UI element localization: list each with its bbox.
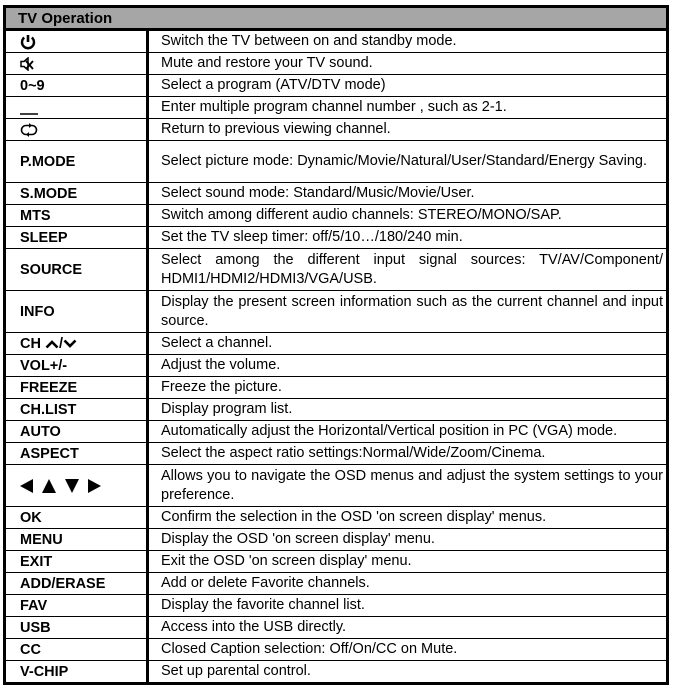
return-icon — [20, 123, 38, 137]
description-cell: Set the TV sleep timer: off/5/10…/180/240 min. — [148, 227, 668, 249]
description-cell: Switch the TV between on and standby mode. — [148, 30, 668, 53]
description-cell: Select a program (ATV/DTV mode) — [148, 75, 668, 97]
key-cell: EXIT — [5, 551, 148, 573]
key-cell — [5, 119, 148, 141]
table-row — [5, 53, 668, 75]
table-row — [5, 507, 668, 529]
description-cell: Switch among different audio channels: STEREO/MONO/SAP. — [148, 205, 668, 227]
description-cell: Enter multiple program channel number , such as 2-1. — [148, 97, 668, 119]
key-cell — [5, 465, 148, 507]
table-row — [5, 595, 668, 617]
table-row — [5, 399, 668, 421]
table-row — [5, 97, 668, 119]
description-cell: Set up parental control. — [161, 663, 311, 679]
description-cell: Return to previous viewing channel. — [148, 119, 668, 141]
description-cell: Display the favorite channel list. — [148, 595, 668, 617]
table-row — [5, 249, 668, 291]
table-row — [5, 639, 668, 661]
table-row — [5, 75, 668, 97]
key-cell: FAV — [5, 595, 148, 617]
dash-icon — [20, 100, 38, 116]
key-cell: OK — [5, 507, 148, 529]
key-cell — [5, 97, 148, 119]
key-cell: VOL+/- — [5, 355, 148, 377]
description-cell: Display program list. — [148, 399, 668, 421]
key-cell: ASPECT — [5, 443, 148, 465]
table-row — [5, 205, 668, 227]
key-cell: FREEZE — [5, 377, 148, 399]
description-cell: Access into the USB directly. — [148, 617, 668, 639]
table-row — [5, 291, 668, 333]
table-row — [5, 30, 668, 53]
description-cell: Closed Caption selection: Off/On/CC on Mute. — [148, 639, 668, 661]
description-cell: Display the OSD 'on screen display' menu. — [148, 529, 668, 551]
table-row — [5, 355, 668, 377]
key-cell: MENU — [5, 529, 148, 551]
key-cell: V-CHIP — [5, 661, 148, 684]
key-cell: CH.LIST — [5, 399, 148, 421]
key-cell: P.MODE — [5, 141, 148, 183]
table-header — [5, 7, 668, 30]
key-cell — [5, 53, 148, 75]
channel-up-icon — [45, 339, 59, 349]
description-cell: Select a channel. — [148, 333, 668, 355]
table-row — [5, 333, 668, 355]
navigation-arrows-icon — [20, 478, 104, 494]
description-cell: Mute and restore your TV sound. — [148, 53, 668, 75]
key-cell: INFO — [5, 291, 148, 333]
description-cell: Add or delete Favorite channels. — [148, 573, 668, 595]
key-cell: CC — [5, 639, 148, 661]
table-row — [5, 119, 668, 141]
key-separator: / — [58, 335, 64, 352]
key-cell: SOURCE — [5, 249, 148, 291]
key-cell: SLEEP — [5, 227, 148, 249]
description-cell: Select the aspect ratio settings:Normal/Wide/Zoom/Cinema. — [148, 443, 668, 465]
table-row — [5, 529, 668, 551]
key-label: CH — [20, 335, 41, 352]
key-cell — [5, 30, 148, 53]
description-cell: Select picture mode: Dynamic/Movie/Natural/User/Standard/Energy Saving. — [148, 141, 668, 183]
table-row — [5, 661, 668, 684]
description-cell: Exit the OSD 'on screen display' menu. — [148, 551, 668, 573]
key-cell — [5, 333, 148, 355]
description-cell: Automatically adjust the Horizontal/Vertical position in PC (VGA) mode. — [148, 421, 668, 443]
table-row — [5, 617, 668, 639]
description-cell: Freeze the picture. — [148, 377, 668, 399]
table-row — [5, 183, 668, 205]
tv-operation-table — [3, 5, 669, 685]
key-cell: AUTO — [5, 421, 148, 443]
table-row — [5, 227, 668, 249]
key-cell: ADD/ERASE — [5, 573, 148, 595]
key-cell: S.MODE — [5, 183, 148, 205]
table-row — [5, 141, 668, 183]
description-cell: Adjust the volume. — [148, 355, 668, 377]
power-icon — [20, 34, 36, 50]
table-title: TV Operation — [5, 7, 668, 30]
key-cell: USB — [5, 617, 148, 639]
table-row — [5, 421, 668, 443]
key-cell: 0~9 — [5, 75, 148, 97]
description-cell: Confirm the selection in the OSD 'on screen display' menus. — [148, 507, 668, 529]
key-cell: MTS — [5, 205, 148, 227]
table-row — [5, 573, 668, 595]
channel-down-icon — [63, 339, 77, 349]
table-row — [5, 465, 668, 507]
description-cell: Select among the different input signal sources: TV/AV/Component/ HDMI1/HDMI2/HDMI3/VGA/USB. — [148, 249, 668, 291]
description-cell: Display the present screen information such as the current channel and input source. — [148, 291, 668, 333]
description-cell: Allows you to navigate the OSD menus and adjust the system settings to your preference. — [148, 465, 668, 507]
table-row — [5, 377, 668, 399]
table-row — [5, 551, 668, 573]
mute-icon — [20, 57, 34, 71]
table-row — [5, 443, 668, 465]
description-cell: Select sound mode: Standard/Music/Movie/User. — [148, 183, 668, 205]
